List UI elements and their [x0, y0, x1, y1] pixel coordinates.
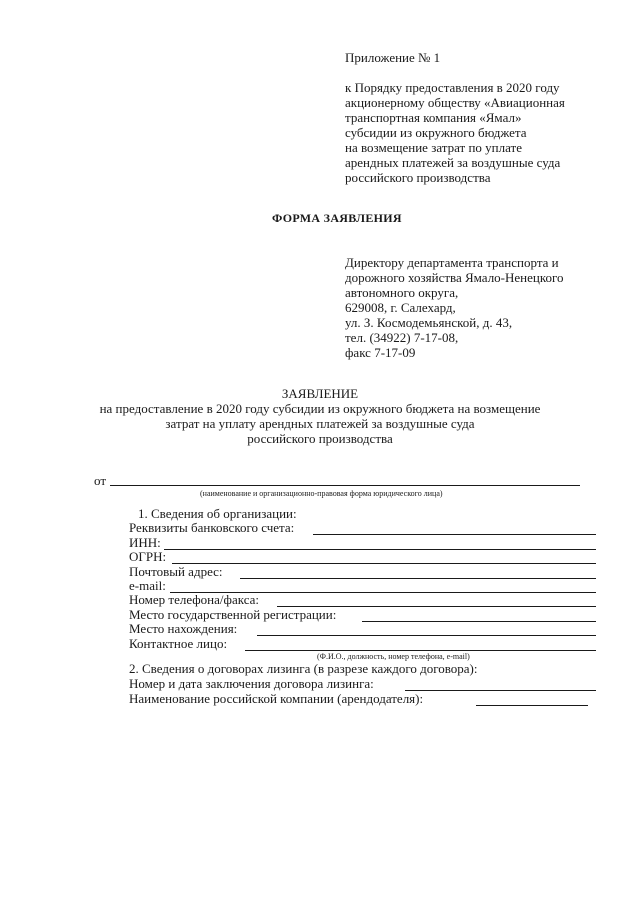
annex-line: к Порядку предоставления в 2020 году [345, 80, 560, 95]
addressee-line: тел. (34922) 7-17-08, [345, 330, 459, 345]
annex-line: на возмещение затрат по уплате [345, 140, 522, 155]
location-label: Место нахождения: [129, 621, 238, 636]
bank-details-field[interactable] [313, 534, 596, 535]
annex-line: транспортная компания «Ямал» [345, 110, 522, 125]
addressee-line: 629008, г. Салехард, [345, 300, 456, 315]
addressee-line: факс 7-17-09 [345, 345, 416, 360]
phone-fax-label: Номер телефона/факса: [129, 592, 260, 607]
registration-place-field[interactable] [362, 621, 596, 622]
contact-person-hint: (Ф.И.О., должность, номер телефона, e-mail) [317, 652, 470, 661]
lessor-name-field[interactable] [476, 705, 588, 706]
leasing-contract-field[interactable] [405, 690, 596, 691]
lessor-name-label: Наименование российской компании (арендодателя): [129, 691, 424, 706]
statement-heading: ЗАЯВЛЕНИЕ [281, 386, 359, 401]
postal-address-field[interactable] [240, 578, 596, 579]
contact-person-label: Контактное лицо: [129, 636, 228, 651]
email-label: e-mail: [129, 578, 166, 593]
postal-address-label: Почтовый адрес: [129, 564, 223, 579]
statement-line: на предоставление в 2020 году субсидии из окружного бюджета на возмещение [99, 401, 541, 416]
addressee-line: ул. З. Космодемьянской, д. 43, [345, 315, 513, 330]
annex-line: российского производства [345, 170, 491, 185]
from-label: от [94, 473, 107, 488]
organization-name-field[interactable] [110, 485, 580, 486]
annex-line: арендных платежей за воздушные суда [345, 155, 561, 170]
form-title: ФОРМА ЗАЯВЛЕНИЯ [272, 211, 402, 225]
annex-line: акционерному обществу «Авиационная [345, 95, 565, 110]
addressee-line: Директору департамента транспорта и [345, 255, 559, 270]
ogrn-field[interactable] [172, 563, 596, 564]
annex-text [345, 80, 565, 185]
annex-title: Приложение № 1 [345, 50, 441, 65]
ogrn-label: ОГРН: [129, 549, 167, 564]
bank-details-label: Реквизиты банковского счета: [129, 520, 295, 535]
addressee-line: автономного округа, [345, 285, 459, 300]
addressee-line: дорожного хозяйства Ямало-Ненецкого [345, 270, 564, 285]
inn-label: ИНН: [129, 535, 161, 550]
organization-name-hint: (наименование и организационно-правовая форма юридического лица) [200, 489, 443, 498]
inn-field[interactable] [164, 549, 596, 550]
statement-line: затрат на уплату арендных платежей за воздушные суда [165, 416, 475, 431]
section2-title: 2. Сведения о договорах лизинга (в разрезе каждого договора): [129, 661, 478, 676]
location-field[interactable] [257, 635, 596, 636]
registration-place-label: Место государственной регистрации: [129, 607, 337, 622]
addressee [345, 255, 564, 360]
leasing-contract-label: Номер и дата заключения договора лизинга: [129, 676, 374, 691]
section1-title: 1. Сведения об организации: [138, 506, 297, 521]
statement-line: российского производства [247, 431, 393, 446]
contact-person-field[interactable] [245, 650, 596, 651]
annex-line: субсидии из окружного бюджета [345, 125, 527, 140]
